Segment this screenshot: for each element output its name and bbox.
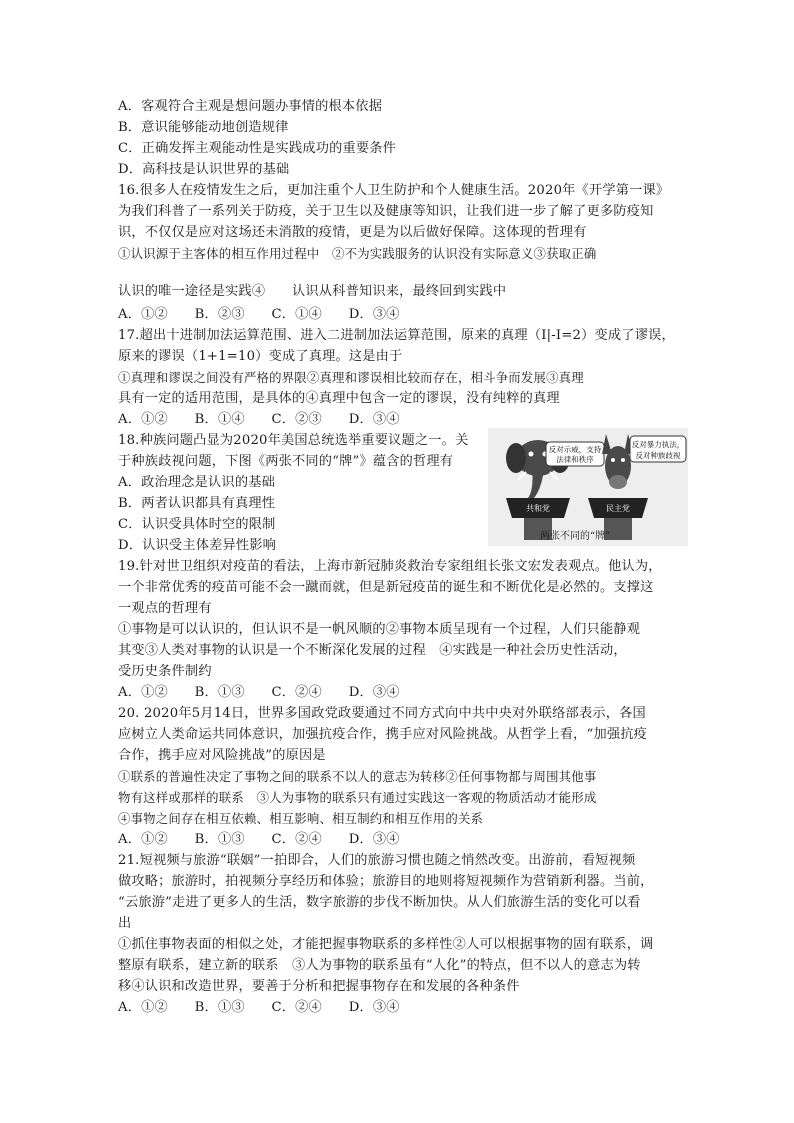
- q21-stem-line: 出: [118, 916, 132, 931]
- q16-stem-line: 识，不仅仅是应对这场还未消散的疫情，更是为以后做好保障。这体现的哲理有: [118, 225, 587, 240]
- q21-statement-line: 移④认识和改造世界，要善于分析和把握事物存在和发展的各种条件: [118, 979, 520, 994]
- left-podium-label: 共和党: [526, 504, 550, 513]
- q15-option-c: C．正确发挥主观能动性是实践成功的重要条件: [118, 141, 397, 156]
- q21-stem-line: “云旅游”走进了更多人的生活，数字旅游的步伐不断加快。从人们旅游生活的变化可以看: [118, 895, 641, 910]
- q16-statement-line: ①认识源于主客体的相互作用过程中 ②不为实践服务的认识没有实际意义③获取正确: [118, 246, 597, 261]
- q20-stem-line: 应树立人类命运共同体意识，加强抗疫合作，携手应对风险挑战。从哲学上看，“加强抗疫: [118, 727, 648, 742]
- q16-statement-line: 认识的唯一途径是实践④ 认识从科普知识来，最终回到实践中: [118, 284, 507, 299]
- q20-statement-line: ①联系的普遍性决定了事物之间的联系不以人的意志为转移②任何事物都与周围其他事: [118, 769, 597, 784]
- q19-statement-line: ①事物是可以认识的，但认识不是一帆风顺的②事物本质呈现有一个过程，人们只能静观: [118, 622, 641, 637]
- left-bubble-line-1: 反对示威，支持: [548, 445, 602, 454]
- q19-stem-line: 19.针对世卫组织对疫苗的看法，上海市新冠肺炎救治专家组组长张文宏发表观点。他认为，: [118, 559, 662, 574]
- right-speech-bubble: [630, 436, 686, 462]
- left-speech-bubble: [546, 442, 604, 466]
- q19-stem-line: 一个非常优秀的疫苗可能不会一蹴而就，但是新冠疫苗的诞生和不断优化是必然的。支撑这: [118, 580, 654, 595]
- q18-stem-line: 于种族歧视问题，下图《两张不同的“牌”》蕴含的哲理有: [118, 454, 454, 469]
- q15-option-b: B．意识能够能动地创造规律: [118, 120, 289, 135]
- q19-stem-line: 一观点的哲理有: [118, 601, 212, 616]
- left-bubble-line-2: 法律和秩序: [556, 455, 594, 464]
- q19-statement-line: 其变③人类对事物的认识是一个不断深化发展的过程 ④实践是一种社会历史性活动，: [118, 643, 627, 658]
- q18-option-c: C．认识受具体时空的限制: [118, 517, 276, 532]
- q16-stem-line: 为我们科普了一系列关于防疫，关于卫生以及健康等知识，让我们进一步了解了更多防疫知: [118, 204, 654, 219]
- q15-option-d: D．高科技是认识世界的基础: [118, 162, 290, 177]
- cartoon-caption: 两张不同的“牌”: [540, 531, 611, 542]
- q17-stem-line: 原来的谬误（1+1=10）变成了真理。这是由于: [118, 349, 403, 364]
- q21-stem-line: 做攻略；旅游时，拍视频分享经历和体验；旅游目的地则将短视频作为营销新利器。当前，: [118, 874, 654, 889]
- q17-statement-line: ①真理和谬误之间没有严格的界限②真理和谬误相比较而存在，相斗争而发展③真理: [118, 370, 584, 385]
- q20-stem-line: 20. 2020年5月14日，世界多国政党政要通过不同方式向中共中央对外联络部表示，各国: [118, 706, 646, 721]
- q17-statement-line: 具有一定的适用范围，是具体的④真理中包含一定的谬误，没有纯粹的真理: [118, 391, 560, 406]
- right-bubble-line-1: 反对暴力执法，: [631, 440, 685, 449]
- q20-statement-line: ④事物之间存在相互依赖、相互影响、相互制约和相互作用的关系: [118, 811, 484, 826]
- q16-options: A．①② B．②③ C．①④ D．③④: [118, 307, 400, 322]
- q18-option-d: D．认识受主体差异性影响: [118, 538, 277, 553]
- q20-options: A．①② B．①③ C．②④ D．③④: [118, 832, 400, 847]
- q17-options: A．①② B．①④ C．②③ D．③④: [118, 412, 400, 427]
- q21-statement-line: ①抓住事物表面的相似之处，才能把握事物联系的多样性②人可以根据事物的固有联系，调: [118, 937, 654, 952]
- q18-option-b: B．两者认识都具有真理性: [118, 496, 276, 511]
- q18-option-a: A．政治理念是认识的基础: [118, 475, 275, 490]
- q21-options: A．①② B．①③ C．②④ D．③④: [118, 1000, 400, 1015]
- right-podium-label: 民主党: [606, 504, 630, 513]
- q21-statement-line: 整原有联系，建立新的联系 ③人为事物的联系虽有“人化”的特点，但不以人的意志为转: [118, 958, 641, 973]
- q16-stem-line: 16.很多人在疫情发生之后，更加注重个人卫生防护和个人健康生活。2020年《开学第一课》: [118, 183, 670, 198]
- q20-stem-line: 合作，携手应对风险挑战”的原因是: [118, 748, 326, 763]
- right-bubble-line-2: 反对种族歧视: [635, 451, 681, 460]
- q19-options: A．①② B．①③ C．②④ D．③④: [118, 685, 400, 700]
- q20-statement-line: 物有这样或那样的联系 ③人为事物的联系只有通过实践这一客观的物质活动才能形成: [118, 790, 597, 805]
- q17-stem-line: 17.超出十进制加法运算范围、进入二进制加法运算范围，原来的真理（I|-I=2）变成了谬误，: [118, 328, 675, 343]
- q21-stem-line: 21.短视频与旅游“联姻”一拍即合，人们的旅游习惯也随之悄然改变。出游前，看短视频: [118, 853, 636, 868]
- q15-option-a: A．客观符合主观是想问题办事情的根本依据: [118, 99, 383, 114]
- q19-statement-line: 受历史条件制约: [118, 664, 212, 679]
- q18-stem-line: 18.种族问题凸显为2020年美国总统选举重要议题之一。关: [118, 433, 469, 448]
- two-cards-cartoon: [488, 428, 688, 546]
